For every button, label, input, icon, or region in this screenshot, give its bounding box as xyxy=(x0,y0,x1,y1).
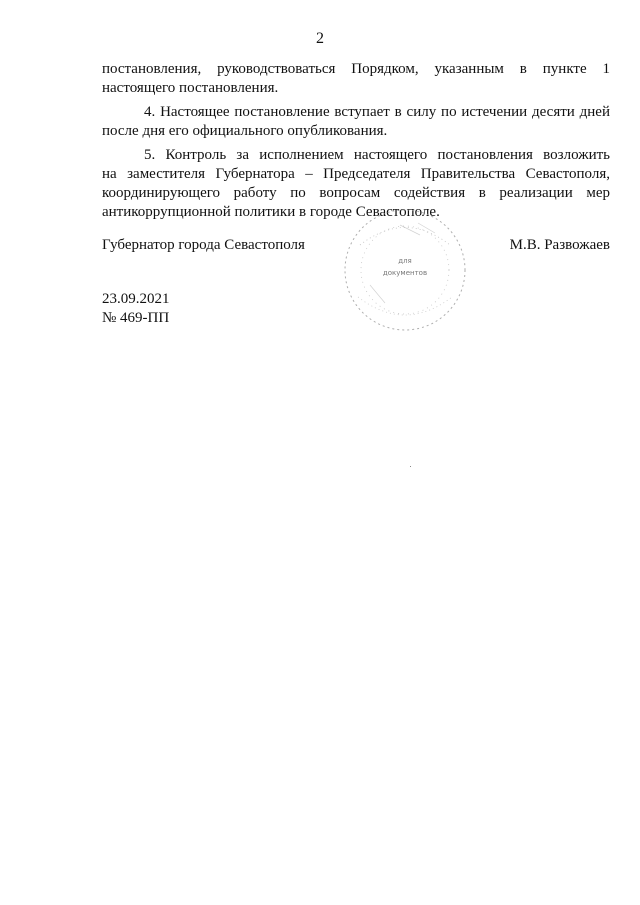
paragraph-1-line-1: постановления, руководствоваться Порядком, указанным в пункте 1 xyxy=(102,61,610,77)
stamp-text-1: для xyxy=(398,257,412,265)
paragraph-3-line-3: координирующего работу по вопросам содействия в реализации мер xyxy=(102,185,610,201)
paragraph-3-line-1: 5. Контроль за исполнением настоящего постановления возложить xyxy=(144,147,610,163)
stamp-text-2: документов xyxy=(382,269,428,277)
official-stamp xyxy=(340,205,470,335)
paragraph-2-line-2: после дня его официального опубликования. xyxy=(102,123,388,139)
signer-title: Губернатор города Севастополя xyxy=(102,237,305,253)
paragraph-1-line-2: настоящего постановления. xyxy=(102,80,279,96)
paragraph-2-line-1: 4. Настоящее постановление вступает в силу по истечении десяти дней xyxy=(144,104,610,120)
paragraph-3-line-4: антикоррупционной политики в городе Севастополе. xyxy=(102,204,440,220)
page-number: 2 xyxy=(316,30,324,47)
signer-name: М.В. Развожаев xyxy=(509,237,610,253)
scan-speck xyxy=(410,466,411,467)
signature-row xyxy=(102,237,610,259)
paragraph-3-line-2: на заместителя Губернатора – Председателя Правительства Севастополя, xyxy=(102,166,610,182)
document-date: 23.09.2021 xyxy=(102,291,170,307)
document-number: № 469-ПП xyxy=(102,310,170,326)
document-body xyxy=(102,60,610,222)
document-date-block xyxy=(102,290,170,328)
